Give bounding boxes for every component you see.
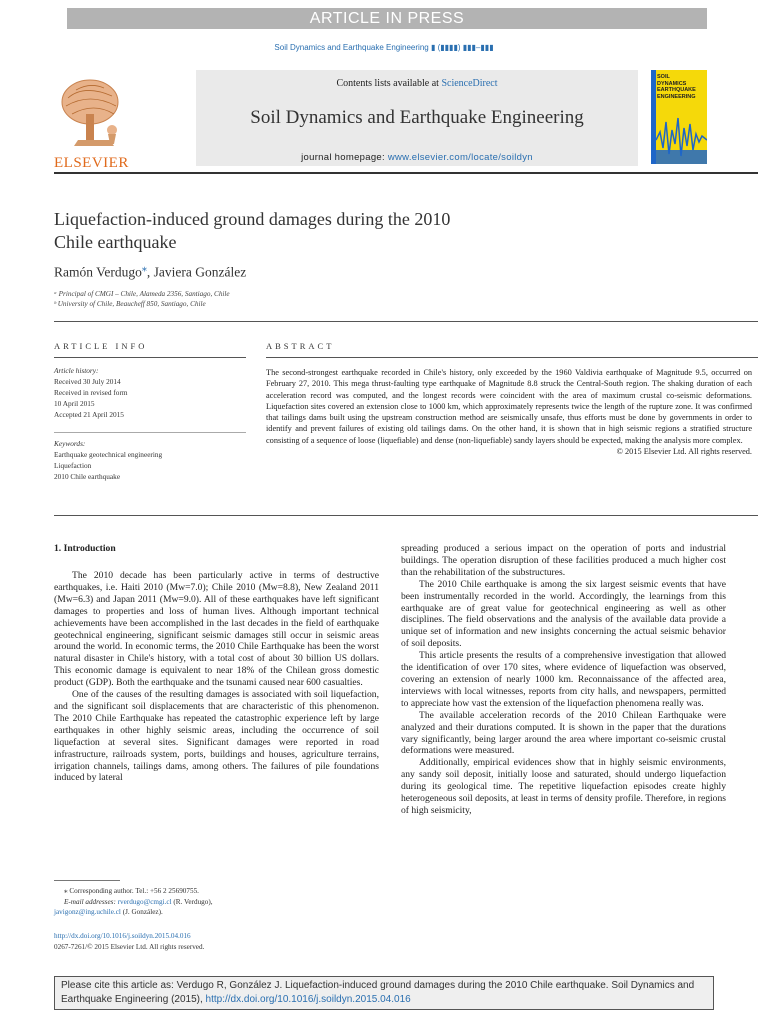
article-history [54,365,128,420]
paragraph: One of the causes of the resulting damages is associated with soil liquefaction, and the significant soil displacements that are characteristic of this phenomenon. The 2010 Chile Earthquake has repeated the catastrophic experience left by large earthquakes in other highly seismic areas, including the occurrence of soil liquefaction at several sites. Significant damages were reported in road infrastructure, railroads system, ports, buildings and houses, agriculture terrains, irrigation channels, tailings dams, among others. The failures of pile foundations induced by lateral [54,689,379,784]
email-label: E-mail addresses: [64,897,118,906]
body-left-column [54,570,379,784]
corresponding-author-note: ⁎ Corresponding author. Tel.: +56 2 25690755. [64,887,199,895]
keyword: 2010 Chile earthquake [54,472,121,481]
article-info-divider [54,357,246,358]
journal-title: Soil Dynamics and Earthquake Engineering [250,107,584,128]
affiliation-a: ᵃ Principal of CMGI – Chile, Alameda 2356, Santiago, Chile [54,290,230,298]
article-title-line-1: Liquefaction-induced ground damages during the 2010 [54,209,451,229]
contents-availability [196,78,638,89]
header-divider [54,172,758,174]
abstract-text [266,367,752,457]
history-revised: Received in revised form [54,388,128,397]
citation-box [54,976,714,1010]
paragraph: spreading produced a serious impact on the operation of ports and industrial buildings. The operation disruption of these facilities produced a much higher cost than the rehabilitation of the substructures. [401,543,726,578]
doi-block [54,931,204,952]
paragraph: The 2010 Chile earthquake is among the six largest seismic events that have been instrumentally recorded in the world. Accordingly, the learnings from this earthquake are of great value for geotechnical engineering as well as other disciplines. The field observations and the analysis of the available data provide a unique set of information and new insights concerning the actual seismic behavior of soil deposits. [401,578,726,650]
email-link[interactable]: rverdugo@cmgi.cl [117,897,172,906]
citation-doi-link[interactable]: http://dx.doi.org/10.1016/j.soildyn.2015.04.016 [205,994,411,1005]
history-revised-date: 10 April 2015 [54,399,95,408]
abstract-heading: ABSTRACT [266,341,335,351]
journal-homepage [196,152,638,163]
footnote-divider [54,880,120,881]
author-name: Javiera González [153,264,247,280]
journal-cover [651,70,707,164]
abstract-body: The second-strongest earthquake recorded in Chile's history, only exceeded by the 1960 Valdivia earthquake of Magnitude 9.5, occurred on February 27, 2010. This mega thrust-faulting type earthquake of Magnitude 8.8 struck the Central-South region. The shaking duration of each acceleration record was computed, and the longest records were coincident with the area of maximum crustal co-seismic deformations. Liquefaction sites covered an extension close to 1000 km, which approximately represents twice the length of the rupture zone. It was confirmed that tailings dams built using the upstream construction method are seismically unsafe, thus efforts must be done by governments in order to identify and prevent failures of existing old tailings dams. On the other hand, it is shown that in high seismic regions a stratified structure consisting of a sequence of loose (liquefiable) and dense (non-liquefiable) sandy layers should be expected, making the analysis more complex. [266,368,752,445]
affiliation-b: ᵇ University of Chile, Beaucheff 850, Santiago, Chile [54,300,206,308]
publisher-name: ELSEVIER [54,155,129,171]
abstract-end-divider [54,515,758,516]
elsevier-tree-icon [54,74,134,154]
history-received: Received 30 July 2014 [54,377,121,386]
homepage-prefix: journal homepage: [301,152,388,163]
article-in-press-banner: ARTICLE IN PRESS [67,8,707,29]
paragraph: The available acceleration records of the 2010 Chilean Earthquake were analyzed and their durations computed. It is shown in the paper that the durations vary significantly, being larger around the area where important co-seismic crustal deformations were measured. [401,709,726,757]
paragraph: The 2010 decade has been particularly active in terms of destructive earthquakes, i.e. Haiti 2010 (Mw=7.0); Chile 2010 (Mw=8.8), New Zealand 2011 (Mw=6.3) and Japan 2011 (Mw=9.0). All of these earthquakes have left significant damages to properties and loss of human lives. Although important technical achievements have been accomplished in the last decades in the field of earthquake geotechnical engineering, significant seismic damages still occur in seismic areas around the world. In economic terms, the 2010 Chile Earthquake has been the worst natural disaster in Chile's history, with a total cost of about 30 billion US dollars. This economic damage is equivalent to near 18% of the Chilean gross domestic product (GDP). Both the earthquake and the tsunami caused near 600 casualties. [54,570,379,689]
article-title [54,208,450,254]
doi-link[interactable]: http://dx.doi.org/10.1016/j.soildyn.2015.04.016 [54,932,191,940]
email-addresses-cont [54,907,213,918]
elsevier-logo [54,74,134,171]
article-info-heading: ARTICLE INFO [54,341,148,351]
contents-prefix: Contents lists available at [336,78,442,89]
citation-text: Please cite this article as: Verdugo R, González J. Liquefaction-induced ground damages during the 2010 Chile earthquake. Soil Dynamics and Earthquake Engineering (2015), [61,980,695,1005]
article-title-line-2: Chile earthquake [54,232,177,252]
cover-seismogram-icon [656,110,707,164]
author-separator: , [146,264,154,280]
affiliation-divider [54,321,758,322]
section-heading-introduction: 1. Introduction [54,543,116,554]
history-accepted: Accepted 21 April 2015 [54,410,124,419]
sciencedirect-link[interactable]: ScienceDirect [441,78,498,89]
author-list [54,263,246,281]
keyword: Earthquake geotechnical engineering [54,450,163,459]
keywords-label: Keywords: [54,439,86,448]
issn-line: 0267-7261/© 2015 Elsevier Ltd. All rights reserved. [54,942,205,951]
journal-reference[interactable]: Soil Dynamics and Earthquake Engineering ▮ (▮▮▮▮) ▮▮▮–▮▮▮ [274,43,494,52]
cover-title: SOIL DYNAMICS EARTHQUAKE ENGINEERING [657,74,696,100]
email-owner: (J. González). [120,908,163,916]
keyword: Liquefaction [54,461,92,470]
email-owner: (R. Verdugo), [171,897,213,906]
footnotes [54,886,213,918]
corresponding-author-marker[interactable]: ⁎ [141,263,147,274]
author-name: Ramón Verdugo [54,264,142,280]
paragraph: This article presents the results of a comprehensive investigation that allowed the identification of over 170 sites, where evidence of liquefaction was observed, covering an extension of nearly 1000 km. Reconnaissance of the affected area, interviews with local witnesses, reports from city halls, and newspapers, permitted to appreciate how vast the extension of the liquefaction phenomena really was. [401,650,726,709]
abstract-divider [266,357,758,358]
email-addresses [54,897,213,908]
abstract-copyright: © 2015 Elsevier Ltd. All rights reserved. [616,447,752,457]
keywords [54,438,162,482]
body-right-column [401,543,726,817]
paragraph: Additionally, empirical evidences show that in highly seismic environments, any sandy soil deposit, initially loose and saturated, should undergo liquefaction during its geological time. The repetitive liquefaction episodes create highly heterogeneous soil deposits, at least in terms of density profile. Therefore, in regions of high seismicity, [401,757,726,816]
email-link[interactable]: javigonz@ing.uchile.cl [54,908,121,916]
keywords-divider [54,432,246,433]
homepage-link[interactable]: www.elsevier.com/locate/soildyn [387,152,533,163]
history-label: Article history: [54,366,99,375]
